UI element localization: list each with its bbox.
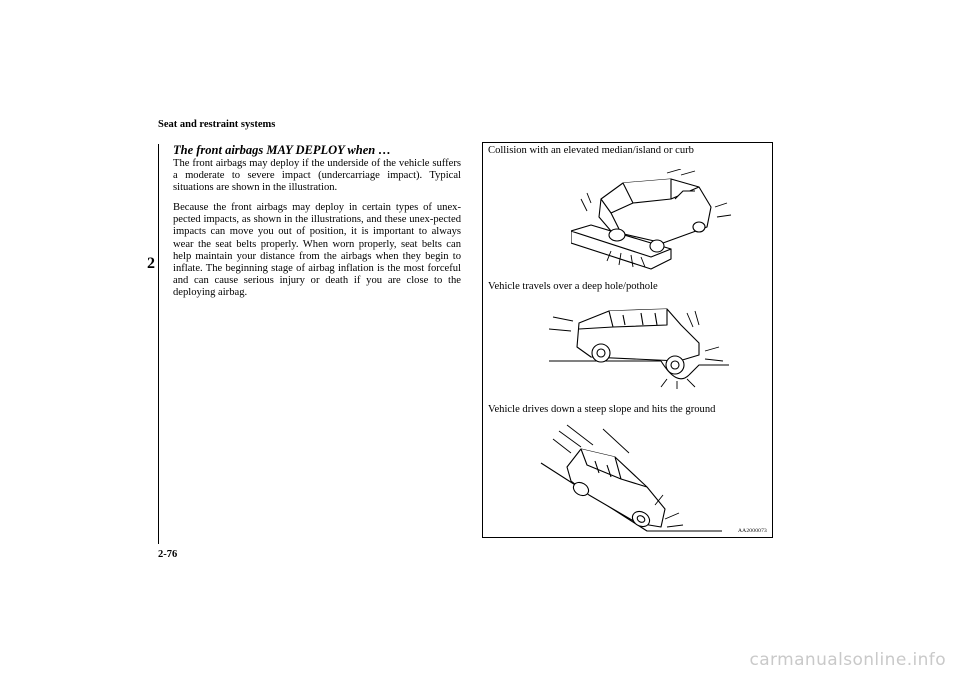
caption-slope: Vehicle drives down a steep slope and hits the ground [488,404,716,415]
body-text-column [173,143,461,307]
caption-curb: Collision with an elevated median/island or curb [488,145,694,156]
paragraph-1: The front airbags may deploy if the underside of the vehicle suffers a moderate to severe impact (undercarriage impact). Typical situations are shown in the illustration. [173,158,461,194]
car-hitting-curb-illustration [571,169,746,277]
chapter-number: 2 [147,255,155,272]
paragraph-2: Because the front airbags may deploy in certain types of unex-pected impacts, as shown in the illustrations, and these unex-pected impacts can move you out of position, it is important to always wear the seat belts properly. When worn properly, seat belts can help maintain your distance from the airbags when they begin to inflate. The beginning stage of airbag inflation is the most forceful and can cause serious injury or death if you are close to the deploying airbag. [173,202,461,298]
caption-pothole: Vehicle travels over a deep hole/pothole [488,281,658,292]
watermark: carmanualsonline.info [749,650,946,670]
figure-code: AA2000073 [738,528,767,534]
subheading: The front airbags MAY DEPLOY when … [173,143,391,157]
car-hitting-ground-on-slope-illustration [537,423,722,535]
chapter-tab-bar [140,144,159,544]
section-header: Seat and restraint systems [158,119,276,130]
illustration-figure [482,142,773,538]
page-number: 2-76 [158,549,178,560]
car-in-pothole-illustration [549,303,729,389]
